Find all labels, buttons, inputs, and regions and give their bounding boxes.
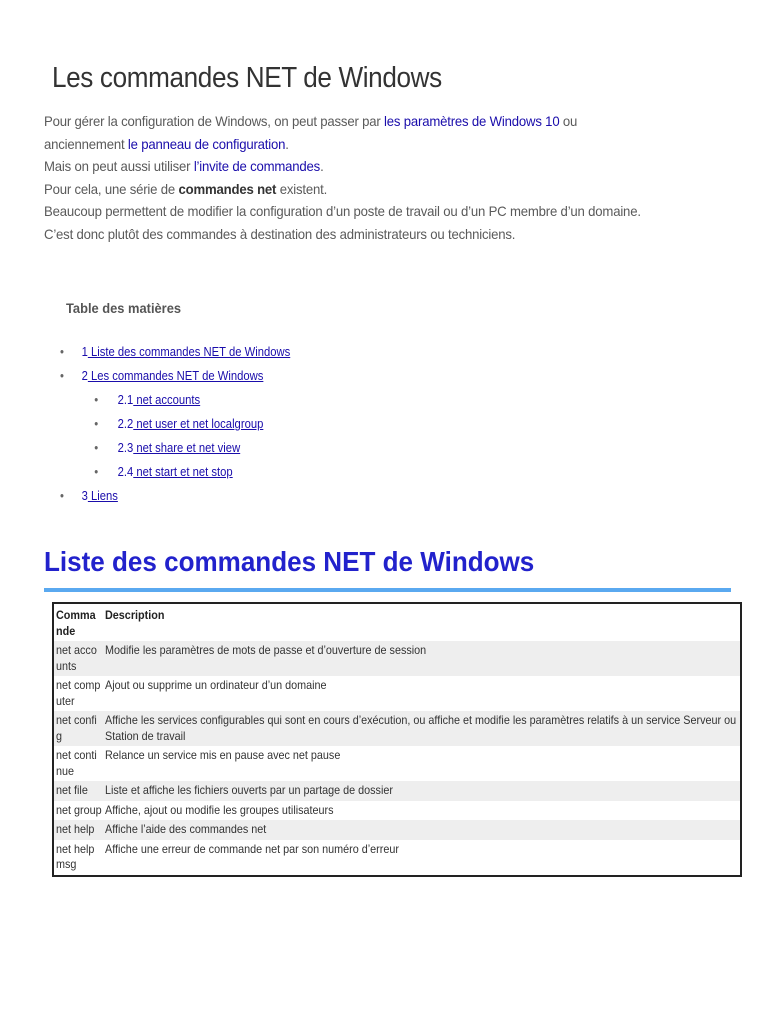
toc-link[interactable]: net share et net view: [133, 441, 241, 455]
intro-line-4: [44, 178, 740, 201]
command-cell: net accounts: [56, 643, 97, 673]
toc-item[interactable]: [60, 484, 290, 508]
intro-text: existent.: [276, 180, 328, 197]
toc-item-number: 2.1: [117, 393, 134, 407]
control-panel-link[interactable]: le panneau de configuration: [127, 135, 286, 152]
intro-paragraph: [44, 110, 740, 246]
intro-text: anciennement: [44, 135, 128, 152]
intro-line-3: [44, 155, 740, 178]
toc-item-number: 2.2: [117, 417, 134, 431]
command-cell: net group: [56, 802, 102, 817]
toc-item-number: 2.3: [117, 441, 134, 455]
intro-text: Pour cela, une série de: [44, 180, 179, 197]
command-cell: net continue: [56, 748, 97, 778]
intro-bold-text: commandes net: [178, 180, 277, 197]
description-cell: Affiche les services configurables qui sont en cours d’exécution, ou affiche et modifie les paramètres relatifs à un service Serveur ou Station de travail: [105, 713, 737, 743]
command-cell: net helpmsg: [56, 841, 95, 871]
bullet-icon: •: [60, 345, 64, 359]
intro-text: .: [320, 158, 324, 175]
intro-text: ou: [559, 113, 578, 129]
bullet-icon: •: [94, 441, 99, 455]
command-cell: net computer: [56, 678, 101, 708]
toc-subitem[interactable]: [60, 460, 290, 484]
description-cell: Affiche, ajout ou modifie les groupes utilisateurs: [105, 802, 334, 817]
toc-link[interactable]: net user et net localgroup: [133, 417, 264, 431]
toc-item-number: 2: [81, 369, 88, 383]
bullet-icon: •: [94, 417, 99, 431]
toc-link[interactable]: Les commandes NET de Windows: [87, 369, 264, 383]
page-title: Les commandes NET de Windows: [52, 62, 442, 94]
description-cell: Ajout ou supprime un ordinateur d’un domaine: [105, 678, 327, 692]
toc-item[interactable]: [60, 340, 290, 364]
heading-underline: [44, 588, 731, 592]
command-prompt-link[interactable]: l’invite de commandes: [193, 158, 321, 175]
toc-subitem[interactable]: [60, 388, 290, 412]
intro-line-2: [44, 133, 740, 156]
toc-title: Table des matières: [66, 300, 182, 316]
toc-link[interactable]: Liens: [87, 489, 118, 503]
table-row: [53, 746, 741, 781]
command-cell: net file: [56, 783, 88, 797]
table-row: [53, 820, 741, 840]
windows-settings-link[interactable]: les paramètres de Windows 10: [384, 113, 560, 129]
table-row: [53, 676, 741, 711]
bullet-icon: •: [60, 489, 64, 503]
command-cell: net config: [56, 713, 97, 743]
intro-line-1: [44, 110, 740, 133]
description-cell: Affiche une erreur de commande net par son numéro d’erreur: [105, 841, 399, 856]
toc-item-number: 1: [81, 345, 88, 359]
table-row: [53, 781, 741, 801]
command-cell: net help: [56, 822, 95, 836]
table-row: [53, 801, 741, 821]
column-header-description: Description: [105, 608, 165, 622]
description-cell: Liste et affiche les fichiers ouverts par un partage de dossier: [105, 783, 393, 797]
table-header-row: [53, 603, 741, 641]
description-cell: Relance un service mis en pause avec net pause: [105, 748, 341, 762]
intro-line-5: Beaucoup permettent de modifier la configuration d’un poste de travail ou d’un PC membre d’un domaine.: [44, 203, 641, 220]
toc-subitem[interactable]: [60, 412, 290, 436]
intro-text: Mais on peut aussi utiliser: [44, 158, 194, 175]
section-heading: Liste des commandes NET de Windows: [44, 546, 535, 577]
commands-table: [52, 602, 742, 877]
toc-link[interactable]: Liste des commandes NET de Windows: [87, 345, 291, 359]
table-row: [53, 641, 741, 676]
intro-text: Pour gérer la configuration de Windows, on peut passer par: [44, 113, 385, 129]
description-cell: Affiche l’aide des commandes net: [105, 822, 267, 836]
description-cell: Modifie les paramètres de mots de passe et d’ouverture de session: [105, 643, 427, 657]
toc-link[interactable]: net accounts: [133, 393, 201, 407]
toc-item-number: 2.4: [117, 465, 134, 479]
toc-item[interactable]: [60, 364, 290, 388]
bullet-icon: •: [94, 393, 99, 407]
bullet-icon: •: [60, 369, 64, 383]
column-header-command: Commande: [56, 608, 96, 638]
toc-link[interactable]: net start et net stop: [133, 465, 233, 479]
intro-text: .: [285, 135, 289, 152]
toc-subitem[interactable]: [60, 436, 290, 460]
intro-line-6: C’est donc plutôt des commandes à destination des administrateurs ou techniciens.: [44, 225, 516, 242]
table-row: [53, 711, 741, 746]
toc-item-number: 3: [81, 489, 88, 503]
bullet-icon: •: [94, 465, 99, 479]
table-row: [53, 840, 741, 876]
table-of-contents: [60, 340, 290, 508]
